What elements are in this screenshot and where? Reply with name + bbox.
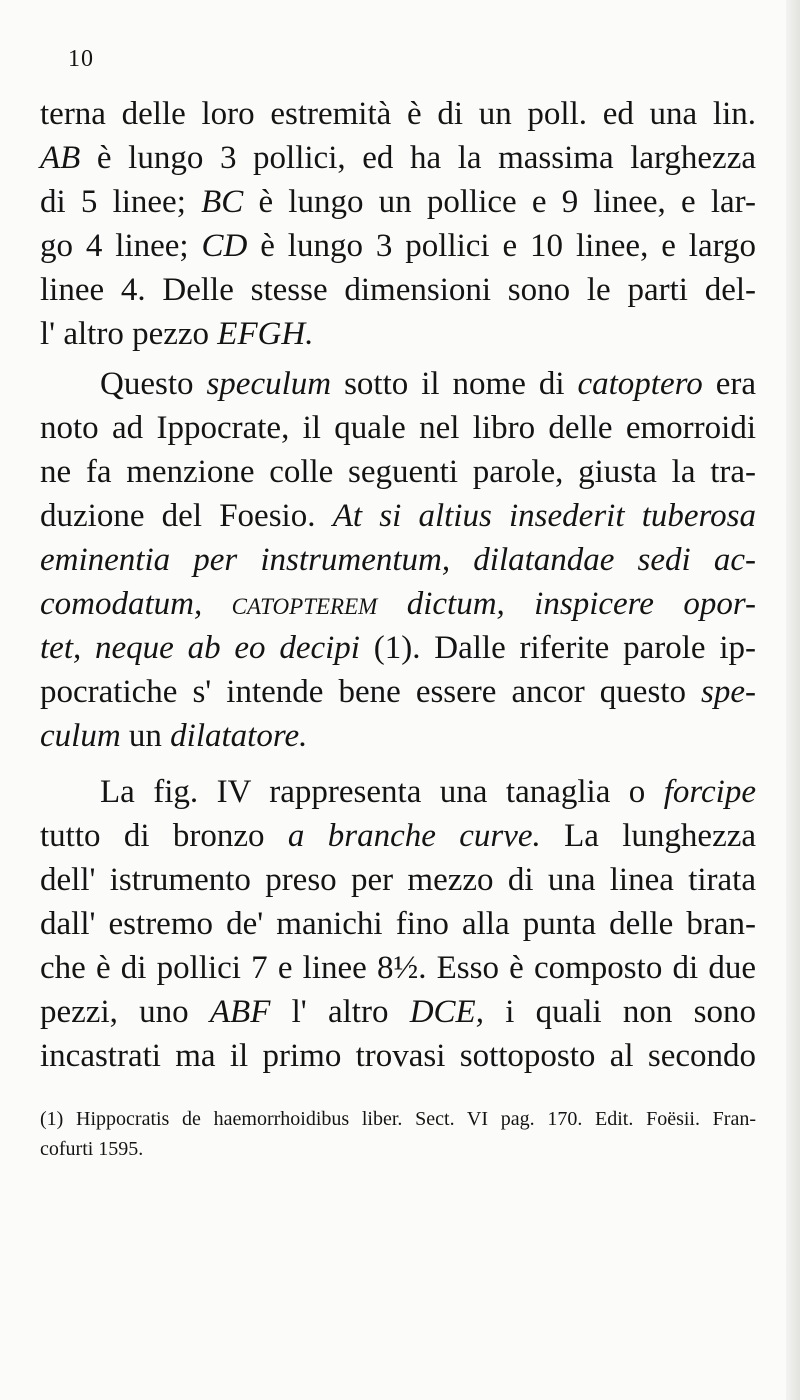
text-line-17: tutto di bronzo a branche curve. La lunghezza [40, 818, 757, 854]
text-line-7: Questo speculum sotto il nome di catoptero era [100, 366, 756, 402]
page-number: 10 [68, 46, 94, 72]
footnote-line-2: cofurti 1595. [40, 1138, 144, 1160]
text-line-9: ne fa menzione colle seguenti parole, giusta la tra- [40, 454, 756, 490]
text-line-16: La fig. IV rappresenta una tanaglia o forcipe [100, 774, 756, 810]
text-line-3: di 5 linee; BC è lungo un pollice e 9 linee, e lar- [40, 184, 756, 220]
text-line-12: comodatum, catopterem dictum, inspicere opor- [40, 586, 756, 622]
text-line-11: eminentia per instrumentum, dilatandae sedi ac- [40, 542, 756, 578]
text-line-18: dell' istrumento preso per mezzo di una linea tirata [40, 862, 756, 898]
text-line-1: terna delle loro estremità è di un poll. ed una lin. [40, 96, 756, 132]
text-line-15: culum un dilatatore. [40, 718, 308, 754]
text-line-14: pocratiche s' intende bene essere ancor questo spe- [40, 674, 756, 710]
text-line-21: pezzi, uno ABF l' altro DCE, i quali non sono [40, 994, 756, 1030]
text-line-2: AB è lungo 3 pollici, ed ha la massima larghezza [40, 140, 756, 176]
text-line-4: go 4 linee; CD è lungo 3 pollici e 10 linee, e largo [40, 228, 756, 264]
text-line-8: noto ad Ippocrate, il quale nel libro delle emorroidi [40, 410, 756, 446]
text-line-10: duzione del Foesio. At si altius insederit tuberosa [40, 498, 756, 534]
text-line-19: dall' estremo de' manichi fino alla punta delle bran- [40, 906, 756, 942]
text-line-6: l' altro pezzo EFGH. [40, 316, 314, 352]
footnote-line-1: (1) Hippocratis de haemorrhoidibus liber. Sect. VI pag. 170. Edit. Foësii. Fran- [40, 1108, 756, 1130]
page-edge-shadow [786, 0, 800, 1400]
text-line-5: linee 4. Delle stesse dimensioni sono le parti del- [40, 272, 756, 308]
text-line-13: tet, neque ab eo decipi (1). Dalle riferite parole ip- [40, 630, 756, 666]
text-line-20: che è di pollici 7 e linee 8½. Esso è composto di due [40, 950, 756, 986]
text-line-22: incastrati ma il primo trovasi sottoposto al secondo [40, 1038, 756, 1074]
